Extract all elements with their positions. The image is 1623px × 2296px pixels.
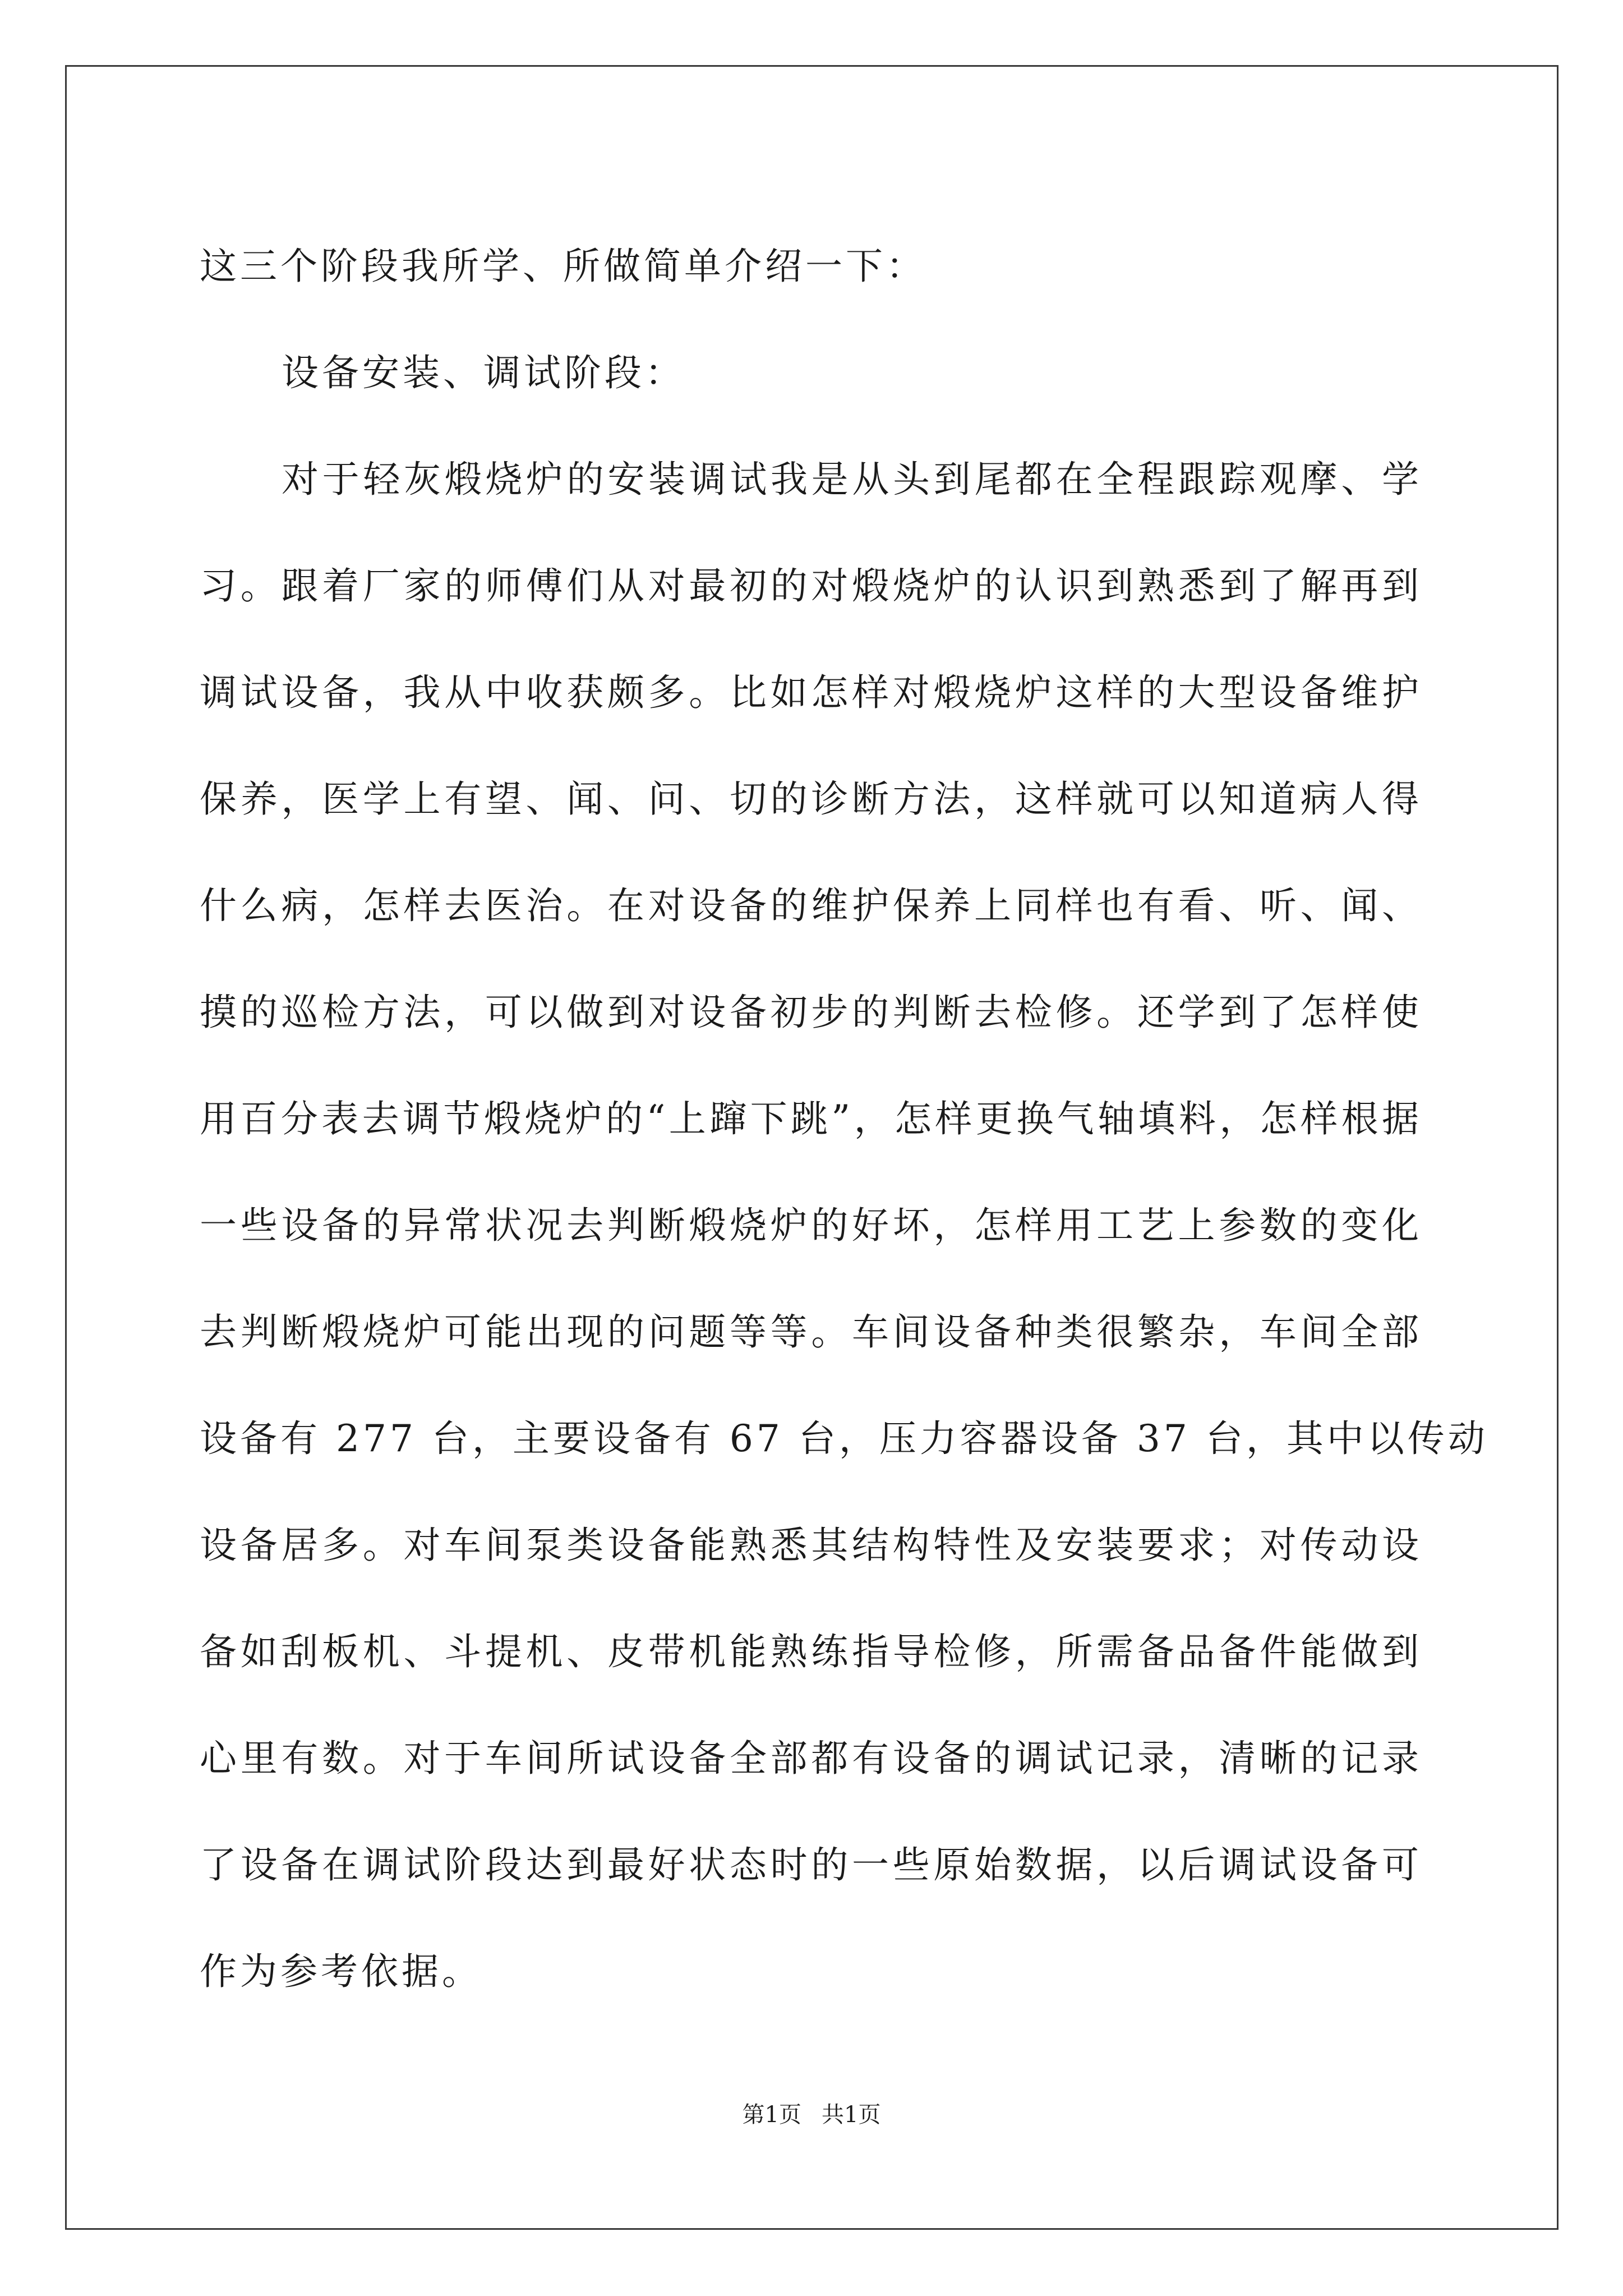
text-line: 摸的巡检方法，可以做到对设备初步的判断去检修。还学到了怎样使 (200, 991, 1422, 1034)
text-line: 设备有 277 台，主要设备有 67 台，压力容器设备 37 台，其中以传动 (200, 1417, 1488, 1460)
text-line: 了设备在调试阶段达到最好状态时的一些原始数据，以后调试设备可 (200, 1843, 1422, 1887)
text-line: 心里有数。对于车间所试设备全部都有设备的调试记录，清晰的记录 (200, 1737, 1422, 1780)
text-line: 一些设备的异常状况去判断煅烧炉的好坏，怎样用工艺上参数的变化 (200, 1204, 1422, 1247)
text-line: 对于轻灰煅烧炉的安装调试我是从头到尾都在全程跟踪观摩、学 (282, 458, 1422, 501)
page-number-current: 第1页 (742, 2102, 801, 2128)
document-body (200, 213, 1488, 2025)
paragraph-heading (200, 320, 1422, 426)
text-line: 保养，医学上有望、闻、问、切的诊断方法，这样就可以知道病人得 (200, 777, 1422, 821)
paragraph-intro (200, 213, 1422, 320)
text-line: 设备居多。对车间泵类设备能熟悉其结构特性及安装要求；对传动设 (200, 1524, 1422, 1567)
text-line: 习。跟着厂家的师傅们从对最初的对煅烧炉的认识到熟悉到了解再到 (200, 564, 1422, 608)
section-heading: 设备安装、调试阶段： (282, 351, 685, 394)
text-line: 调试设备，我从中收获颇多。比如怎样对煅烧炉这样的大型设备维护 (200, 671, 1422, 714)
text-line: 去判断煅烧炉可能出现的问题等等。车间设备种类很繁杂，车间全部 (200, 1310, 1422, 1354)
text-line: 什么病，怎样去医治。在对设备的维护保养上同样也有看、听、闻、 (200, 884, 1422, 927)
text-line: 备如刮板机、斗提机、皮带机能熟练指导检修，所需备品备件能做到 (200, 1630, 1422, 1673)
text-line: 作为参考依据。 (200, 1950, 482, 1993)
text-line: 这三个阶段我所学、所做简单介绍一下： (200, 245, 926, 288)
page-footer (0, 2097, 1623, 2129)
paragraph-body (200, 426, 1488, 2025)
text-line: 用百分表去调节煅烧炉的“上蹿下跳”，怎样更换气轴填料，怎样根据 (200, 1097, 1422, 1140)
page-number-total: 共1页 (822, 2102, 881, 2128)
